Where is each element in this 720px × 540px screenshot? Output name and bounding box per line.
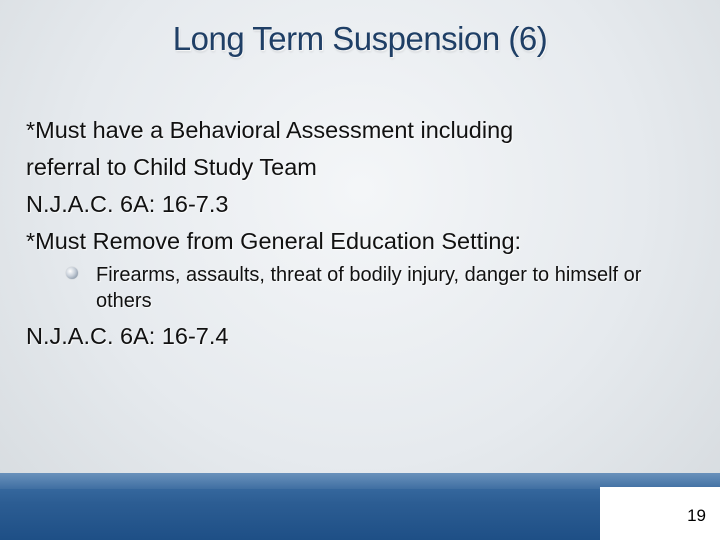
slide-title: Long Term Suspension (6) — [172, 20, 548, 57]
page-number-box — [600, 487, 720, 540]
body-line-njac-citation-2: N.J.A.C. 6A: 16-7.4 — [26, 323, 229, 349]
body-line-remove-from-gen-ed: *Must Remove from General Education Setting: — [26, 228, 522, 254]
page-number: 19 — [687, 506, 706, 525]
bullet-dot-icon — [66, 267, 78, 279]
slide-body — [26, 112, 696, 355]
body-line-njac-citation-1: N.J.A.C. 6A: 16-7.3 — [26, 191, 229, 217]
body-line-child-study-team: referral to Child Study Team — [26, 154, 317, 180]
bullet-item — [96, 262, 696, 314]
bullet-text: Firearms, assaults, threat of bodily injury, danger to himself or others — [96, 264, 642, 312]
body-line-behavioral-assessment: *Must have a Behavioral Assessment including — [26, 117, 514, 143]
